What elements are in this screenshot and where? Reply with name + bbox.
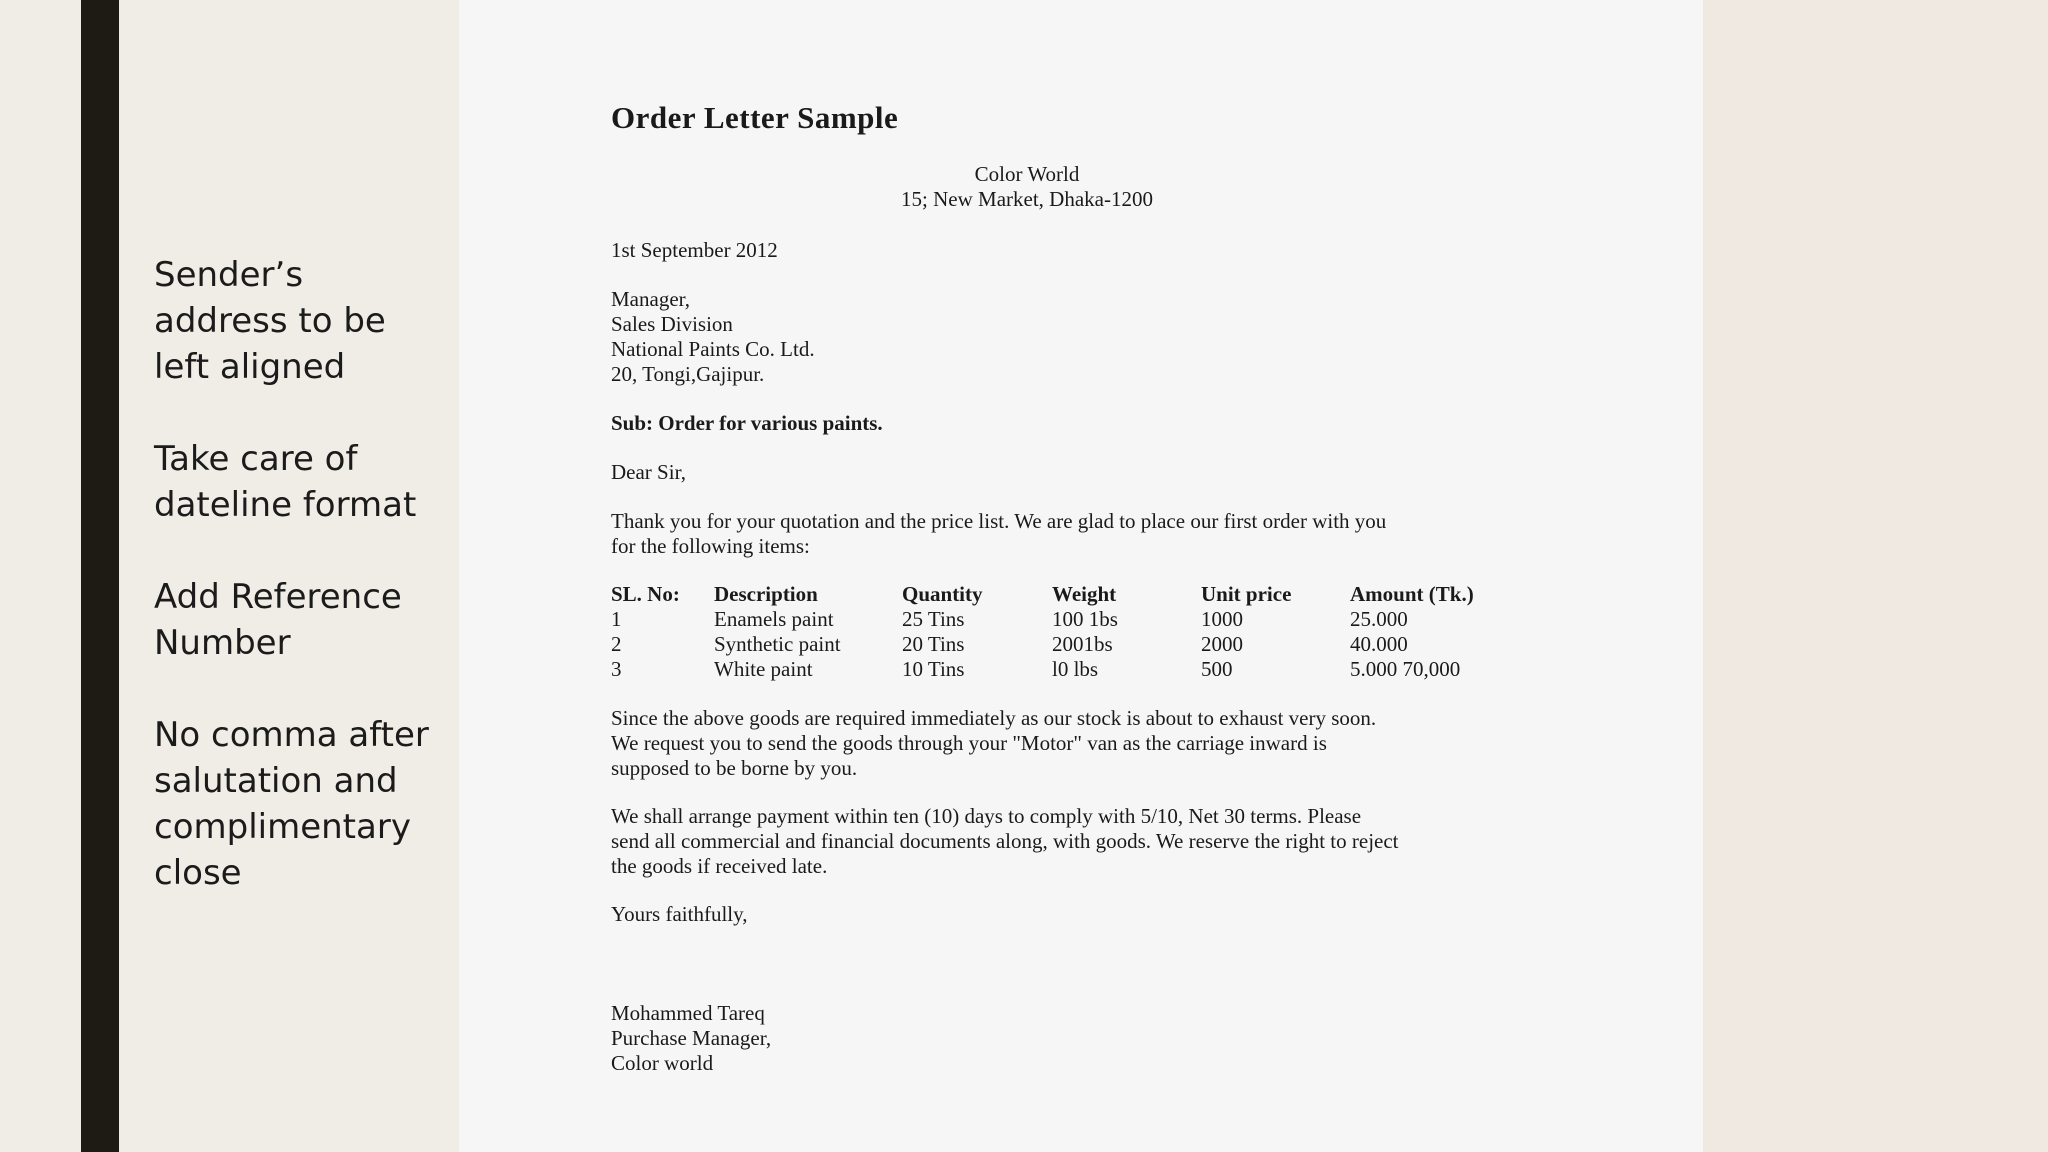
column-header: Unit price bbox=[1201, 582, 1292, 606]
table-header-row bbox=[611, 582, 1550, 607]
recipient-block bbox=[611, 287, 815, 387]
notes-list bbox=[154, 252, 444, 942]
sender-address: 15; New Market, Dhaka-1200 bbox=[901, 187, 1153, 211]
sender-block bbox=[611, 162, 1443, 212]
table-row bbox=[611, 632, 1550, 657]
column-header: Amount (Tk.) bbox=[1350, 582, 1474, 606]
table-cell: 2000 bbox=[1201, 632, 1243, 656]
letter-paragraph-payment bbox=[611, 804, 1399, 879]
order-items-table bbox=[611, 582, 1550, 682]
paragraph-line: We request you to send the goods through your "Motor" van as the carriage inward is bbox=[611, 731, 1327, 755]
table-cell: 10 Tins bbox=[902, 657, 965, 681]
table-cell: 1 bbox=[611, 607, 622, 631]
table-cell: 20 Tins bbox=[902, 632, 965, 656]
table-row bbox=[611, 607, 1550, 632]
recipient-line: Sales Division bbox=[611, 312, 733, 336]
table-cell: Synthetic paint bbox=[714, 632, 841, 656]
letter-paragraph-urgency bbox=[611, 706, 1376, 781]
letter-subject: Sub: Order for various paints. bbox=[611, 411, 883, 435]
letter-date: 1st September 2012 bbox=[611, 238, 778, 262]
column-header: Quantity bbox=[902, 582, 983, 606]
table-cell: 25.000 bbox=[1350, 607, 1408, 631]
intro-line: Thank you for your quotation and the price list. We are glad to place our first order with you bbox=[611, 509, 1387, 533]
note-comma-rule: No comma after salutation and complimentary close bbox=[154, 715, 429, 893]
paragraph-line: supposed to be borne by you. bbox=[611, 756, 858, 780]
table-cell: White paint bbox=[714, 657, 813, 681]
note-sender-address: Sender’s address to be left aligned bbox=[154, 255, 386, 387]
signature-block bbox=[611, 1001, 771, 1076]
recipient-line: Manager, bbox=[611, 287, 691, 311]
table-cell: 2001bs bbox=[1052, 632, 1113, 656]
paragraph-line: We shall arrange payment within ten (10) days to comply with 5/10, Net 30 terms. Please bbox=[611, 804, 1362, 828]
table-cell: 25 Tins bbox=[902, 607, 965, 631]
column-header: SL. No: bbox=[611, 582, 680, 606]
table-cell: 500 bbox=[1201, 657, 1233, 681]
letter-title: Order Letter Sample bbox=[611, 100, 899, 135]
signature-line: Mohammed Tareq bbox=[611, 1001, 765, 1025]
recipient-line: 20, Tongi,Gajipur. bbox=[611, 362, 765, 386]
table-cell: 2 bbox=[611, 632, 622, 656]
recipient-line: National Paints Co. Ltd. bbox=[611, 337, 815, 361]
note-reference-number: Add Reference Number bbox=[154, 577, 402, 663]
signature-line: Color world bbox=[611, 1051, 714, 1075]
intro-line: for the following items: bbox=[611, 534, 810, 558]
letter-sheet bbox=[459, 0, 1703, 1152]
letter-salutation: Dear Sir, bbox=[611, 460, 686, 484]
column-header: Description bbox=[714, 582, 818, 606]
sender-name: Color World bbox=[974, 162, 1080, 186]
letter-closing: Yours faithfully, bbox=[611, 902, 748, 926]
table-cell: 5.000 70,000 bbox=[1350, 657, 1461, 681]
table-cell: 1000 bbox=[1201, 607, 1243, 631]
paragraph-line: send all commercial and financial documents along, with goods. We reserve the right to reject bbox=[611, 829, 1399, 853]
paragraph-line: the goods if received late. bbox=[611, 854, 828, 878]
table-row bbox=[611, 657, 1550, 682]
table-cell: l0 lbs bbox=[1052, 657, 1099, 681]
table-cell: 3 bbox=[611, 657, 622, 681]
decorative-side-bar bbox=[81, 0, 119, 1152]
table-cell: 40.000 bbox=[1350, 632, 1408, 656]
letter-intro bbox=[611, 509, 1386, 559]
paragraph-line: Since the above goods are required immediately as our stock is about to exhaust very soon. bbox=[611, 706, 1377, 730]
signature-line: Purchase Manager, bbox=[611, 1026, 772, 1050]
right-background-panel bbox=[1703, 0, 2048, 1152]
table-cell: Enamels paint bbox=[714, 607, 834, 631]
column-header: Weight bbox=[1052, 582, 1117, 606]
note-dateline-format: Take care of dateline format bbox=[154, 439, 417, 525]
table-cell: 100 1bs bbox=[1052, 607, 1118, 631]
